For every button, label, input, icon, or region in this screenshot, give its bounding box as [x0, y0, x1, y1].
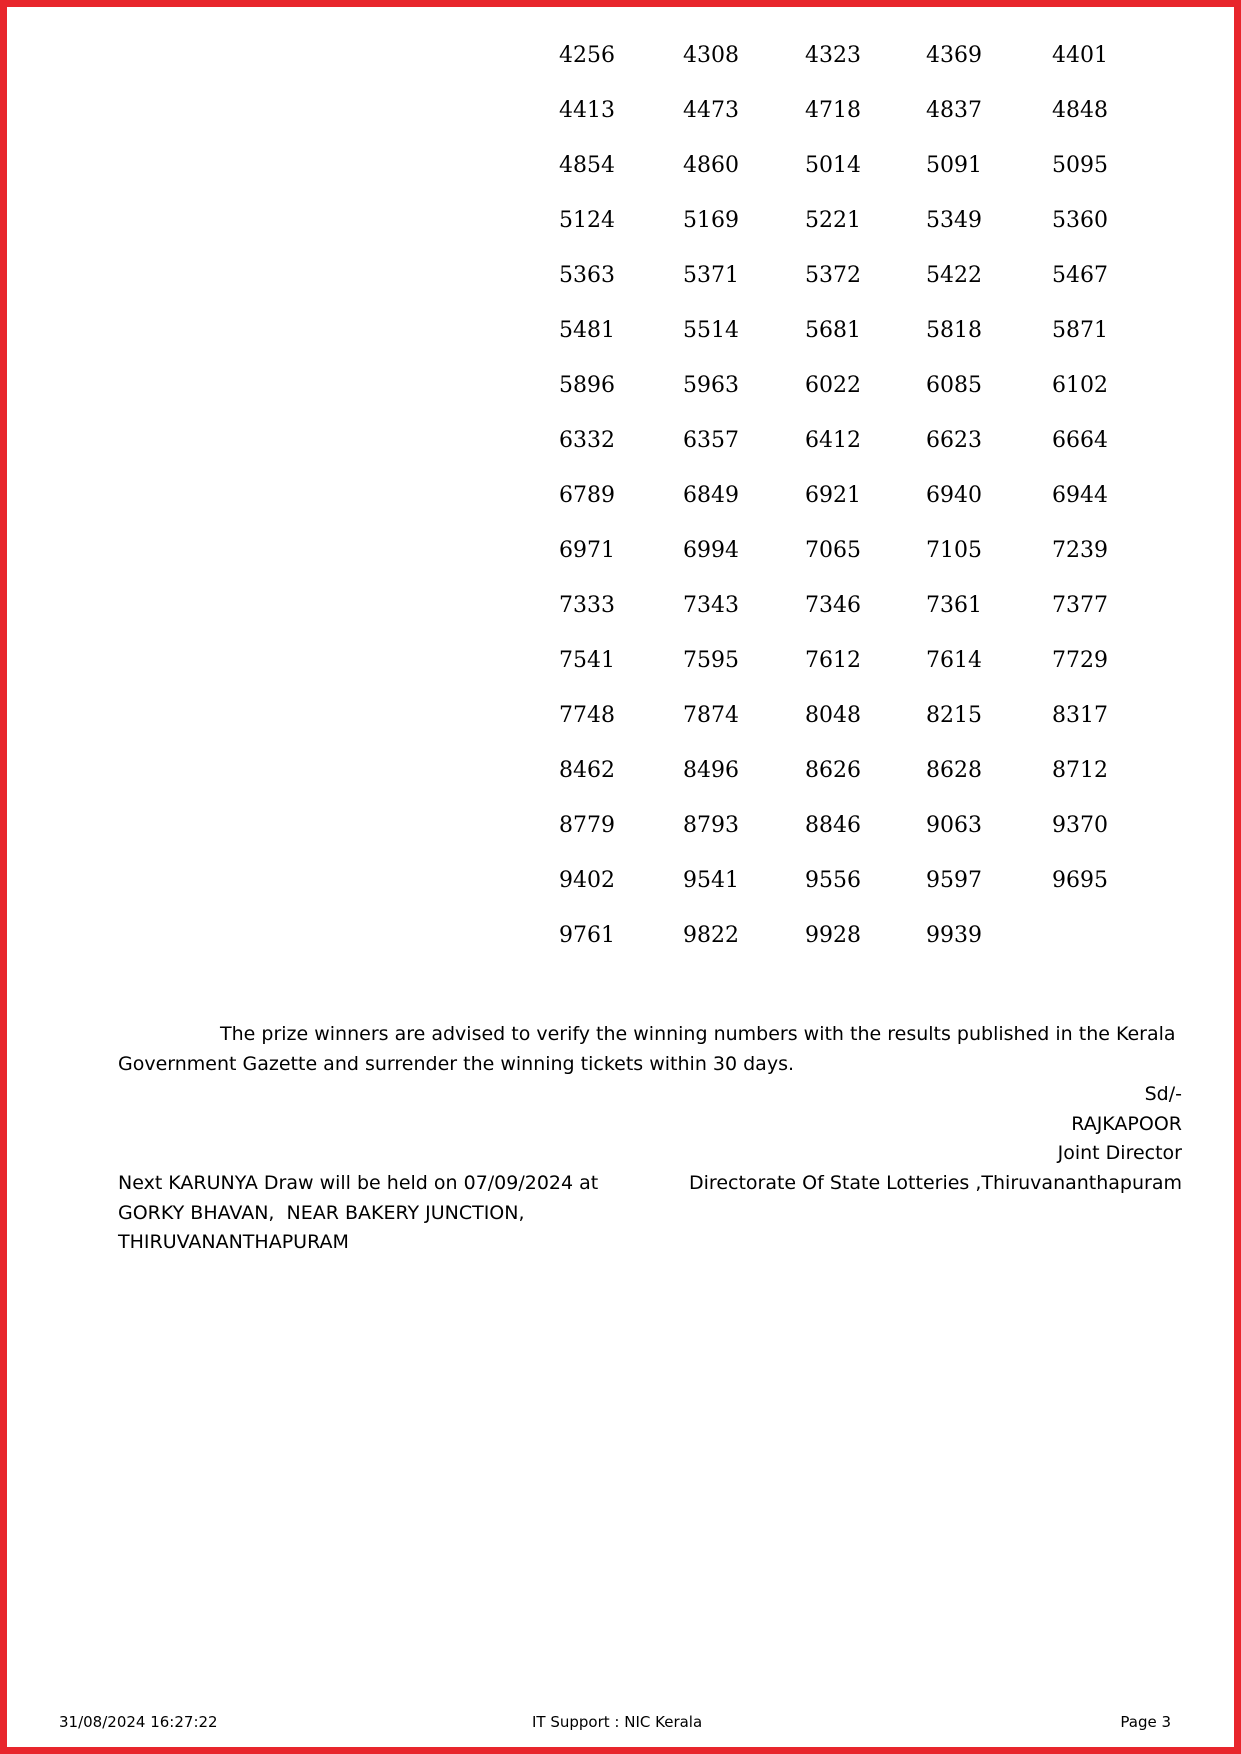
winning-number: 8779	[559, 813, 615, 838]
winning-number: 9541	[683, 868, 739, 893]
winning-number: 5371	[683, 263, 739, 288]
numbers-row	[559, 430, 1139, 485]
winning-number: 4473	[683, 98, 739, 123]
numbers-row	[559, 595, 1139, 650]
next-draw-line-3: THIRUVANANTHAPURAM	[118, 1231, 349, 1253]
winning-number: 8462	[559, 758, 615, 783]
winning-number: 4369	[926, 43, 982, 68]
winning-number: 7729	[1052, 648, 1108, 673]
winning-number: 9928	[805, 923, 861, 948]
winning-number: 6102	[1052, 373, 1108, 398]
winning-number: 4413	[559, 98, 615, 123]
winning-number: 5896	[559, 373, 615, 398]
winning-number: 5372	[805, 263, 861, 288]
winning-number: 8048	[805, 703, 861, 728]
signature-sd: Sd/-	[1144, 1083, 1182, 1105]
winning-number: 6849	[683, 483, 739, 508]
winning-number: 6412	[805, 428, 861, 453]
numbers-row	[559, 485, 1139, 540]
winning-number: 5169	[683, 208, 739, 233]
winning-number: 6085	[926, 373, 982, 398]
footer-page-number: Page 3	[1120, 1713, 1171, 1731]
winning-number: 7748	[559, 703, 615, 728]
advisory-text: The prize winners are advised to verify the winning numbers with the results published in the Kerala Government Gazette and surrender the winning tickets within 30 days.	[118, 1023, 1176, 1075]
winning-number: 7595	[683, 648, 739, 673]
winning-number: 8846	[805, 813, 861, 838]
winning-number: 4401	[1052, 43, 1108, 68]
winning-number: 6971	[559, 538, 615, 563]
winning-number: 6921	[805, 483, 861, 508]
winning-number: 7612	[805, 648, 861, 673]
numbers-row	[559, 265, 1139, 320]
winning-number: 6022	[805, 373, 861, 398]
next-draw-info	[118, 1169, 638, 1258]
next-draw-line-1: Next KARUNYA Draw will be held on 07/09/2024 at	[118, 1172, 599, 1194]
numbers-row	[559, 155, 1139, 210]
winning-number: 9822	[683, 923, 739, 948]
numbers-row	[559, 650, 1139, 705]
winning-number: 9695	[1052, 868, 1108, 893]
winning-number: 6994	[683, 538, 739, 563]
winning-number: 7346	[805, 593, 861, 618]
winning-number: 5095	[1052, 153, 1108, 178]
numbers-row	[559, 45, 1139, 100]
winning-number: 4837	[926, 98, 982, 123]
winning-number: 5481	[559, 318, 615, 343]
winning-number: 5818	[926, 318, 982, 343]
winning-number: 4860	[683, 153, 739, 178]
winning-number: 5014	[805, 153, 861, 178]
winning-number: 4854	[559, 153, 615, 178]
winning-number: 8317	[1052, 703, 1108, 728]
winning-number: 9063	[926, 813, 982, 838]
winning-number: 7361	[926, 593, 982, 618]
winning-number: 7065	[805, 538, 861, 563]
winning-number: 7614	[926, 648, 982, 673]
winning-number: 7333	[559, 593, 615, 618]
footer-timestamp: 31/08/2024 16:27:22	[59, 1713, 218, 1731]
winning-number: 5091	[926, 153, 982, 178]
winning-number: 5349	[926, 208, 982, 233]
winning-numbers-grid	[559, 45, 1139, 980]
winning-number: 4718	[805, 98, 861, 123]
numbers-row	[559, 815, 1139, 870]
winning-number: 4256	[559, 43, 615, 68]
winning-number: 7874	[683, 703, 739, 728]
winning-number: 6664	[1052, 428, 1108, 453]
footer-it-support: IT Support : NIC Kerala	[532, 1713, 703, 1731]
signatory-name: RAJKAPOOR	[1071, 1112, 1182, 1135]
winning-number: 6940	[926, 483, 982, 508]
winning-number: 9597	[926, 868, 982, 893]
winning-number: 8626	[805, 758, 861, 783]
winning-number: 6332	[559, 428, 615, 453]
winning-number: 7239	[1052, 538, 1108, 563]
numbers-row	[559, 100, 1139, 155]
winning-number: 8496	[683, 758, 739, 783]
winning-number: 6789	[559, 483, 615, 508]
numbers-row	[559, 320, 1139, 375]
winning-number: 5871	[1052, 318, 1108, 343]
winning-number: 7105	[926, 538, 982, 563]
winning-number: 8793	[683, 813, 739, 838]
winning-number: 5360	[1052, 208, 1108, 233]
numbers-row	[559, 540, 1139, 595]
winning-number: 9939	[926, 923, 982, 948]
winning-number: 5514	[683, 318, 739, 343]
winning-number: 9761	[559, 923, 615, 948]
winning-number: 8628	[926, 758, 982, 783]
winning-number: 7541	[559, 648, 615, 673]
winning-number: 5124	[559, 208, 615, 233]
winning-number: 4848	[1052, 98, 1108, 123]
numbers-row	[559, 210, 1139, 265]
winning-number: 6357	[683, 428, 739, 453]
winning-number: 9402	[559, 868, 615, 893]
numbers-row	[559, 870, 1139, 925]
winning-number: 5363	[559, 263, 615, 288]
numbers-row	[559, 375, 1139, 430]
winning-number: 5422	[926, 263, 982, 288]
winning-number: 5681	[805, 318, 861, 343]
signatory-designation: Joint Director	[1057, 1142, 1182, 1164]
winning-number: 5221	[805, 208, 861, 233]
winning-number: 5467	[1052, 263, 1108, 288]
signatory-office: Directorate Of State Lotteries ,Thiruvananthapuram	[689, 1171, 1182, 1194]
winning-number: 7343	[683, 593, 739, 618]
winning-number: 4323	[805, 43, 861, 68]
winning-number: 6944	[1052, 483, 1108, 508]
winning-number: 8215	[926, 703, 982, 728]
winning-number: 7377	[1052, 593, 1108, 618]
winning-number: 9370	[1052, 813, 1108, 838]
numbers-row	[559, 925, 1139, 980]
next-draw-line-2: GORKY BHAVAN, NEAR BAKERY JUNCTION,	[118, 1201, 525, 1224]
signature-block	[582, 1080, 1182, 1198]
numbers-row	[559, 705, 1139, 760]
winning-number: 8712	[1052, 758, 1108, 783]
winning-number: 5963	[683, 373, 739, 398]
winning-number: 4308	[683, 43, 739, 68]
winning-number: 9556	[805, 868, 861, 893]
numbers-row	[559, 760, 1139, 815]
winning-number: 6623	[926, 428, 982, 453]
